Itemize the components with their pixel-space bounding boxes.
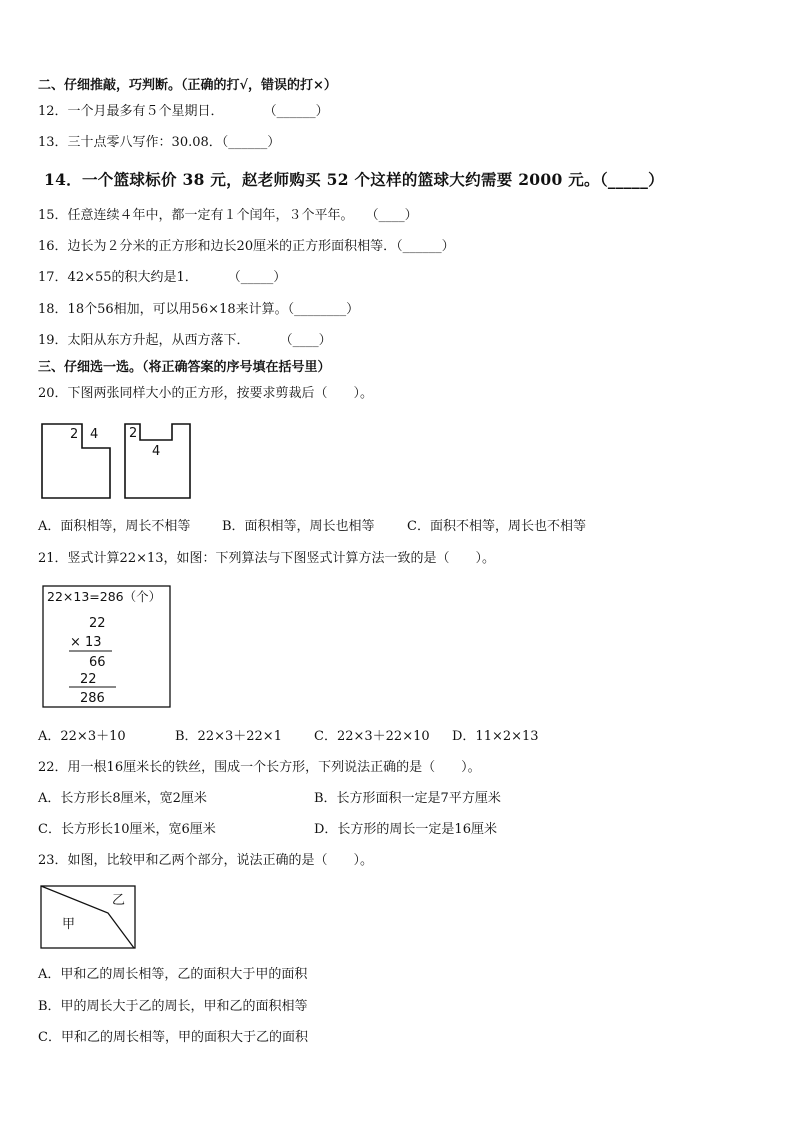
- q21-calc-line: 22: [80, 672, 97, 687]
- q21-box-border: [43, 586, 170, 707]
- answer-blank[interactable]: （______）: [221, 135, 281, 150]
- q20-option-a[interactable]: A．面积相等，周长不相等: [38, 519, 191, 534]
- question-22-stem: 22．用一根16厘米长的铁丝，围成一个长方形，下列说法正确的是（ ）。: [38, 760, 481, 775]
- question-text: 一个篮球标价 38 元，赵老师购买 52 个这样的篮球大约需要 2000 元。: [81, 170, 600, 189]
- q23-option-a[interactable]: A．甲和乙的周长相等，乙的面积大于甲的面积: [38, 967, 308, 982]
- q20-option-c[interactable]: C．面积不相等，周长也不相等: [407, 519, 586, 534]
- question-15: [38, 208, 418, 224]
- q21-box-title: 22×13=286（个）: [47, 589, 162, 604]
- q22-option-c[interactable]: C．长方形长10厘米，宽6厘米: [38, 822, 216, 837]
- q23-figure: [40, 885, 140, 951]
- question-19: [38, 333, 332, 349]
- question-number: 19．: [38, 333, 68, 348]
- answer-blank[interactable]: （____）: [279, 333, 332, 348]
- question-12: [38, 104, 329, 120]
- question-20-stem: 20．下图两张同样大小的正方形，按要求剪裁后（ ）。: [38, 386, 374, 401]
- question-14: [44, 172, 664, 188]
- question-18: [38, 302, 359, 318]
- question-text: 太阳从东方升起，从西方落下．: [67, 333, 250, 348]
- q20-square-figures: [38, 420, 198, 502]
- answer-blank[interactable]: （_____）: [227, 270, 287, 285]
- question-number: 14．: [44, 170, 82, 189]
- q22-option-b[interactable]: B．长方形面积一定是7平方厘米: [314, 791, 501, 806]
- q21-option-a[interactable]: A．22×3＋10: [38, 729, 126, 744]
- answer-blank[interactable]: （____）: [365, 208, 418, 223]
- q23-label-yi: 乙: [112, 893, 126, 908]
- q21-option-c[interactable]: C．22×3＋22×10: [314, 729, 430, 744]
- q21-calc-line: × 13: [70, 635, 102, 650]
- q21-vertical-calculation-box: [42, 585, 172, 709]
- q23-label-jia: 甲: [62, 917, 76, 932]
- question-text: 42×55的积大约是1．: [67, 270, 198, 285]
- question-16: [38, 239, 455, 255]
- q21-option-d[interactable]: D．11×2×13: [452, 729, 539, 744]
- question-number: 12．: [38, 104, 68, 119]
- answer-blank[interactable]: （_____）: [599, 170, 664, 189]
- question-text: 三十点零八写作：30.08．: [67, 135, 222, 150]
- q20-label: 4: [152, 444, 161, 459]
- q21-calc-line: 22: [89, 616, 106, 631]
- q22-option-a[interactable]: A．长方形长8厘米，宽2厘米: [38, 791, 207, 806]
- q20-option-b[interactable]: B．面积相等，周长也相等: [222, 519, 375, 534]
- question-23-stem: 23．如图，比较甲和乙两个部分，说法正确的是（ ）。: [38, 853, 374, 868]
- q20-label: 2: [129, 426, 138, 441]
- answer-blank[interactable]: （________）: [287, 302, 360, 317]
- answer-blank[interactable]: （______）: [396, 239, 455, 254]
- section-3-title: 三、仔细选一选。（将正确答案的序号填在括号里）: [38, 360, 331, 375]
- question-number: 15．: [38, 208, 68, 223]
- q22-option-d[interactable]: D．长方形的周长一定是16厘米: [314, 822, 497, 837]
- q20-label: 4: [90, 427, 99, 442]
- q21-option-b[interactable]: B．22×3＋22×1: [175, 729, 282, 744]
- question-text: 边长为２分米的正方形和边长20厘米的正方形面积相等．: [67, 239, 397, 254]
- q21-calc-line: 66: [89, 655, 106, 670]
- question-text: 任意连续４年中，都一定有１个闰年，３个平年。: [67, 208, 354, 223]
- question-text: 一个月最多有５个星期日．: [67, 104, 224, 119]
- q23-option-c[interactable]: C．甲和乙的周长相等，甲的面积大于乙的面积: [38, 1030, 308, 1045]
- question-17: [38, 270, 286, 286]
- question-text: 18个56相加，可以用56×18来计算。: [67, 302, 288, 317]
- question-21-stem: 21．竖式计算22×13，如图：下列算法与下图竖式计算方法一致的是（ ）。: [38, 551, 496, 566]
- question-13: [38, 135, 280, 151]
- question-number: 16．: [38, 239, 68, 254]
- q20-label: 2: [70, 427, 79, 442]
- question-number: 13．: [38, 135, 68, 150]
- question-number: 18．: [38, 302, 68, 317]
- q23-option-b[interactable]: B．甲的周长大于乙的周长，甲和乙的面积相等: [38, 999, 308, 1014]
- q21-calc-line: 286: [80, 691, 105, 706]
- question-number: 17．: [38, 270, 68, 285]
- answer-blank[interactable]: （______）: [263, 104, 329, 119]
- section-2-title: 二、仔细推敲，巧判断。（正确的打√，错误的打×）: [38, 78, 337, 93]
